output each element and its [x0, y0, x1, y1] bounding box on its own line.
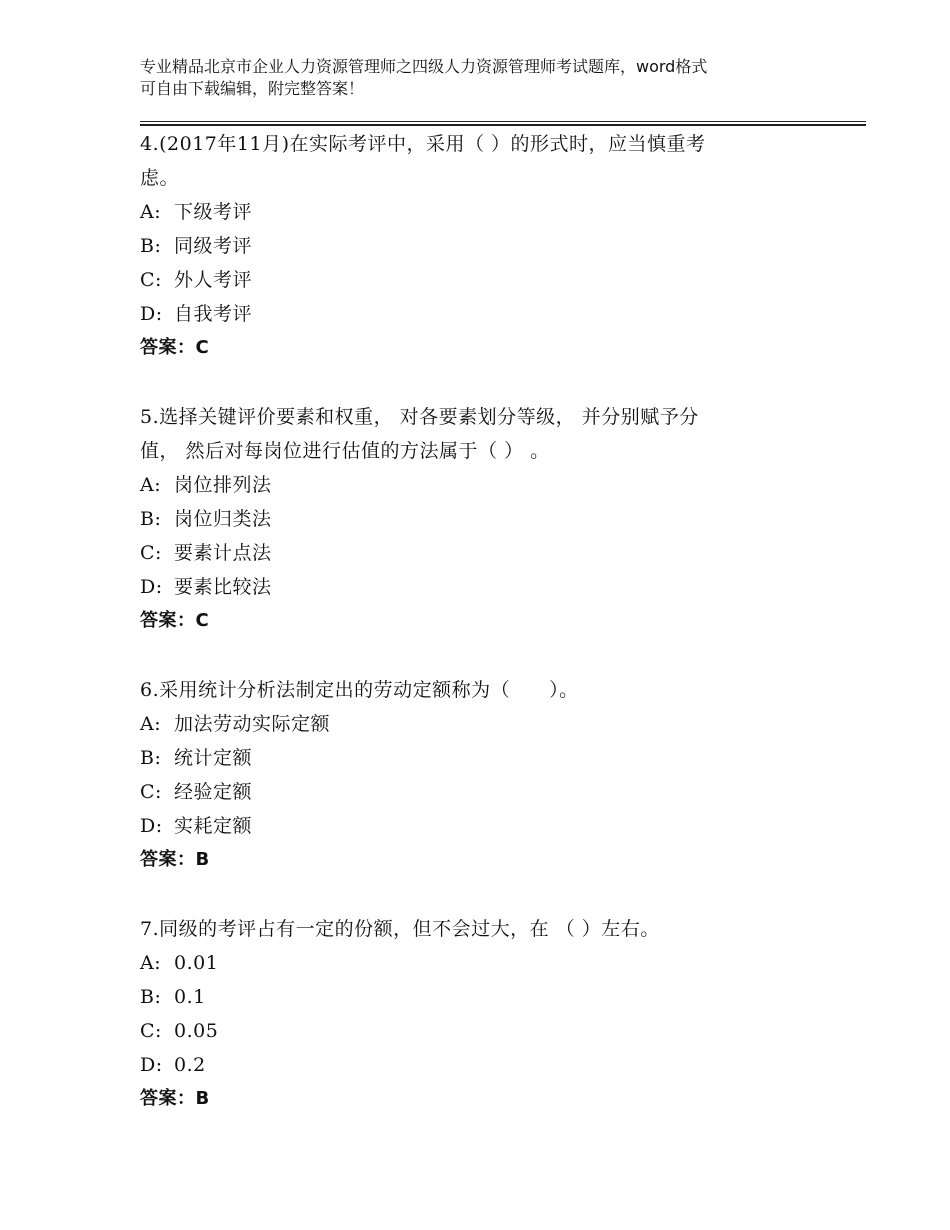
- option-a: A: 加法劳动实际定额: [140, 713, 331, 735]
- answer: 答案：C: [140, 610, 210, 631]
- option-b: B: 岗位归类法: [140, 508, 272, 530]
- question-stem-cont: 值， 然后对每岗位进行估值的方法属于（ ） 。: [140, 440, 550, 462]
- option-c: C: 外人考评: [140, 269, 253, 291]
- question-5: [140, 400, 780, 638]
- header-line-1: 专业精品北京市企业人力资源管理师之四级人力资源管理师考试题库，word格式: [140, 57, 708, 76]
- question-7: [140, 912, 780, 1116]
- answer: 答案：B: [140, 849, 210, 870]
- option-b: B: 统计定额: [140, 747, 253, 769]
- option-d: D: 0.2: [140, 1054, 206, 1076]
- option-d: D: 要素比较法: [140, 576, 272, 598]
- option-a: A: 下级考评: [140, 201, 253, 223]
- question-stem: 4.(2017年11月)在实际考评中，采用（ ）的形式时，应当慎重考: [140, 133, 706, 155]
- document-header: [140, 56, 840, 100]
- option-d: D: 实耗定额: [140, 815, 253, 837]
- question-4: [140, 127, 780, 365]
- option-c: C: 要素计点法: [140, 542, 272, 564]
- question-stem: 6.采用统计分析法制定出的劳动定额称为（ ）。: [140, 679, 579, 701]
- answer: 答案：B: [140, 1088, 210, 1109]
- option-b: B: 同级考评: [140, 235, 253, 257]
- header-divider: [140, 121, 866, 126]
- option-c: C: 0.05: [140, 1020, 219, 1042]
- option-c: C: 经验定额: [140, 781, 253, 803]
- option-a: A: 岗位排列法: [140, 474, 272, 496]
- answer: 答案：C: [140, 337, 210, 358]
- option-a: A: 0.01: [140, 952, 219, 974]
- question-stem-cont: 虑。: [140, 167, 180, 189]
- header-line-2: 可自由下载编辑，附完整答案！: [140, 79, 365, 98]
- option-b: B: 0.1: [140, 986, 206, 1008]
- question-6: [140, 673, 780, 877]
- question-stem: 5.选择关键评价要素和权重， 对各要素划分等级， 并分别赋予分: [140, 406, 699, 428]
- question-stem: 7.同级的考评占有一定的份额，但不会过大，在 （ ）左右。: [140, 918, 660, 940]
- option-d: D: 自我考评: [140, 303, 253, 325]
